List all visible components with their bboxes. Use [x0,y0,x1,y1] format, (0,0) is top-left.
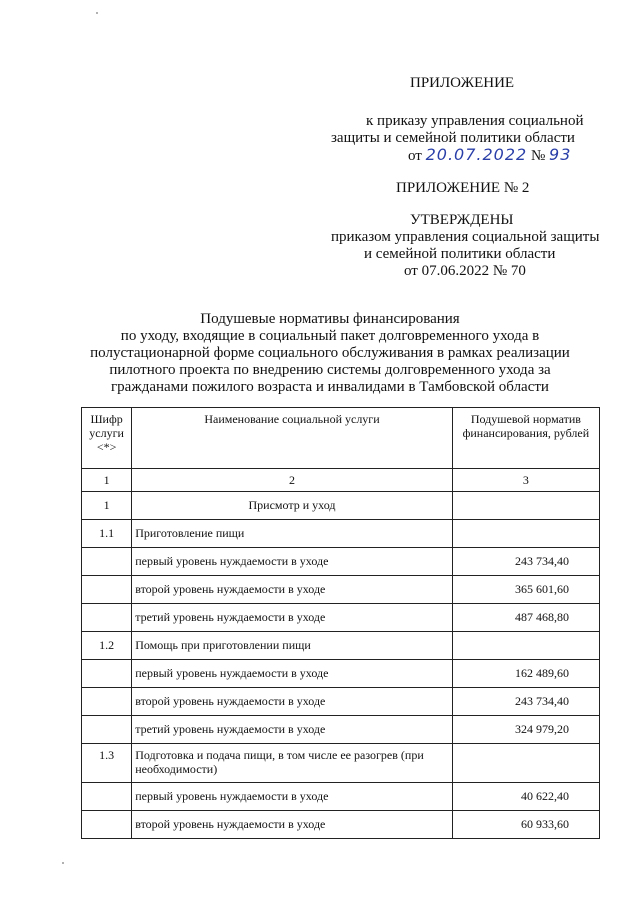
table-row [82,811,600,839]
row-name: Подготовка и подача пищи, в том числе ее разогрев (при необходимости) [132,744,453,783]
row-value: 365 601,60 [452,576,599,604]
row-name: первый уровень нуждаемости в уходе [132,548,453,576]
row-code: 1.3 [82,744,132,783]
row-value: 243 734,40 [452,688,599,716]
row-code [82,604,132,632]
row-value [452,744,599,783]
table-row [82,783,600,811]
handwritten-number: 93 [549,145,572,164]
row-code [82,716,132,744]
row-name: второй уровень нуждаемости в уходе [132,811,453,839]
column-number-row [82,469,600,492]
row-name: второй уровень нуждаемости в уходе [132,688,453,716]
row-code [82,576,132,604]
col-number: 3 [452,469,599,492]
order-line-1: к приказу управления социальной [366,113,584,129]
table-row [82,660,600,688]
table-row [82,520,600,548]
approved-line-1: приказом управления социальной защиты [331,229,600,245]
approved-line-3: от 07.06.2022 № 70 [404,263,526,279]
row-code [82,811,132,839]
table-row [82,688,600,716]
row-name: Приготовление пищи [132,520,453,548]
row-code [82,783,132,811]
title-line: полустационарной форме социального обслуживания в рамках реализации [90,345,570,361]
handwritten-date: 20.07.2022 [425,145,528,164]
title-line: гражданами пожилого возраста и инвалидами в Тамбовской области [111,379,549,395]
title-line: Подушевые нормативы финансирования [200,311,460,327]
appendix-2-title: ПРИЛОЖЕНИЕ № 2 [396,180,530,196]
row-name: третий уровень нуждаемости в уходе [132,604,453,632]
table-row [82,576,600,604]
row-value: 487 468,80 [452,604,599,632]
header-code: Шифр услуги <*> [82,408,132,469]
table-row [82,744,600,783]
appendix-label: ПРИЛОЖЕНИЕ [410,75,515,91]
norms-table [81,407,600,839]
col-number: 1 [82,469,132,492]
row-code: 1.2 [82,632,132,660]
title-line: пилотного проекта по внедрению системы долговременного ухода за [109,362,551,378]
row-value [452,632,599,660]
row-name: первый уровень нуждаемости в уходе [132,660,453,688]
row-value: 60 933,60 [452,811,599,839]
table-row [82,604,600,632]
row-name: Помощь при приготовлении пищи [132,632,453,660]
table-row [82,632,600,660]
row-value: 324 979,20 [452,716,599,744]
row-value: 40 622,40 [452,783,599,811]
row-name: первый уровень нуждаемости в уходе [132,783,453,811]
table-row [82,548,600,576]
approved-label: УТВЕРЖДЕНЫ [410,212,514,228]
row-value: 162 489,60 [452,660,599,688]
scan-speck [96,12,98,14]
header-name: Наименование социальной услуги [132,408,453,469]
approved-line-2: и семейной политики области [364,246,556,262]
row-name: третий уровень нуждаемости в уходе [132,716,453,744]
section-name: Присмотр и уход [132,492,453,520]
row-value [452,520,599,548]
document-title [60,311,600,396]
row-name: второй уровень нуждаемости в уходе [132,576,453,604]
table-header-row [82,408,600,469]
row-code [82,688,132,716]
number-label: № [530,148,546,164]
row-code [82,548,132,576]
section-code: 1 [82,492,132,520]
table-row [82,716,600,744]
row-code [82,660,132,688]
scan-speck [62,862,64,864]
title-line: по уходу, входящие в социальный пакет долговременного ухода в [120,328,540,344]
header-norm: Подушевой норматив финансирования, рублей [452,408,599,469]
order-date-line [408,146,571,165]
row-value: 243 734,40 [452,548,599,576]
order-line-2: защиты и семейной политики области [331,130,575,146]
col-number: 2 [132,469,453,492]
section-row [82,492,600,520]
row-code: 1.1 [82,520,132,548]
section-value [452,492,599,520]
from-label: от [408,148,422,164]
